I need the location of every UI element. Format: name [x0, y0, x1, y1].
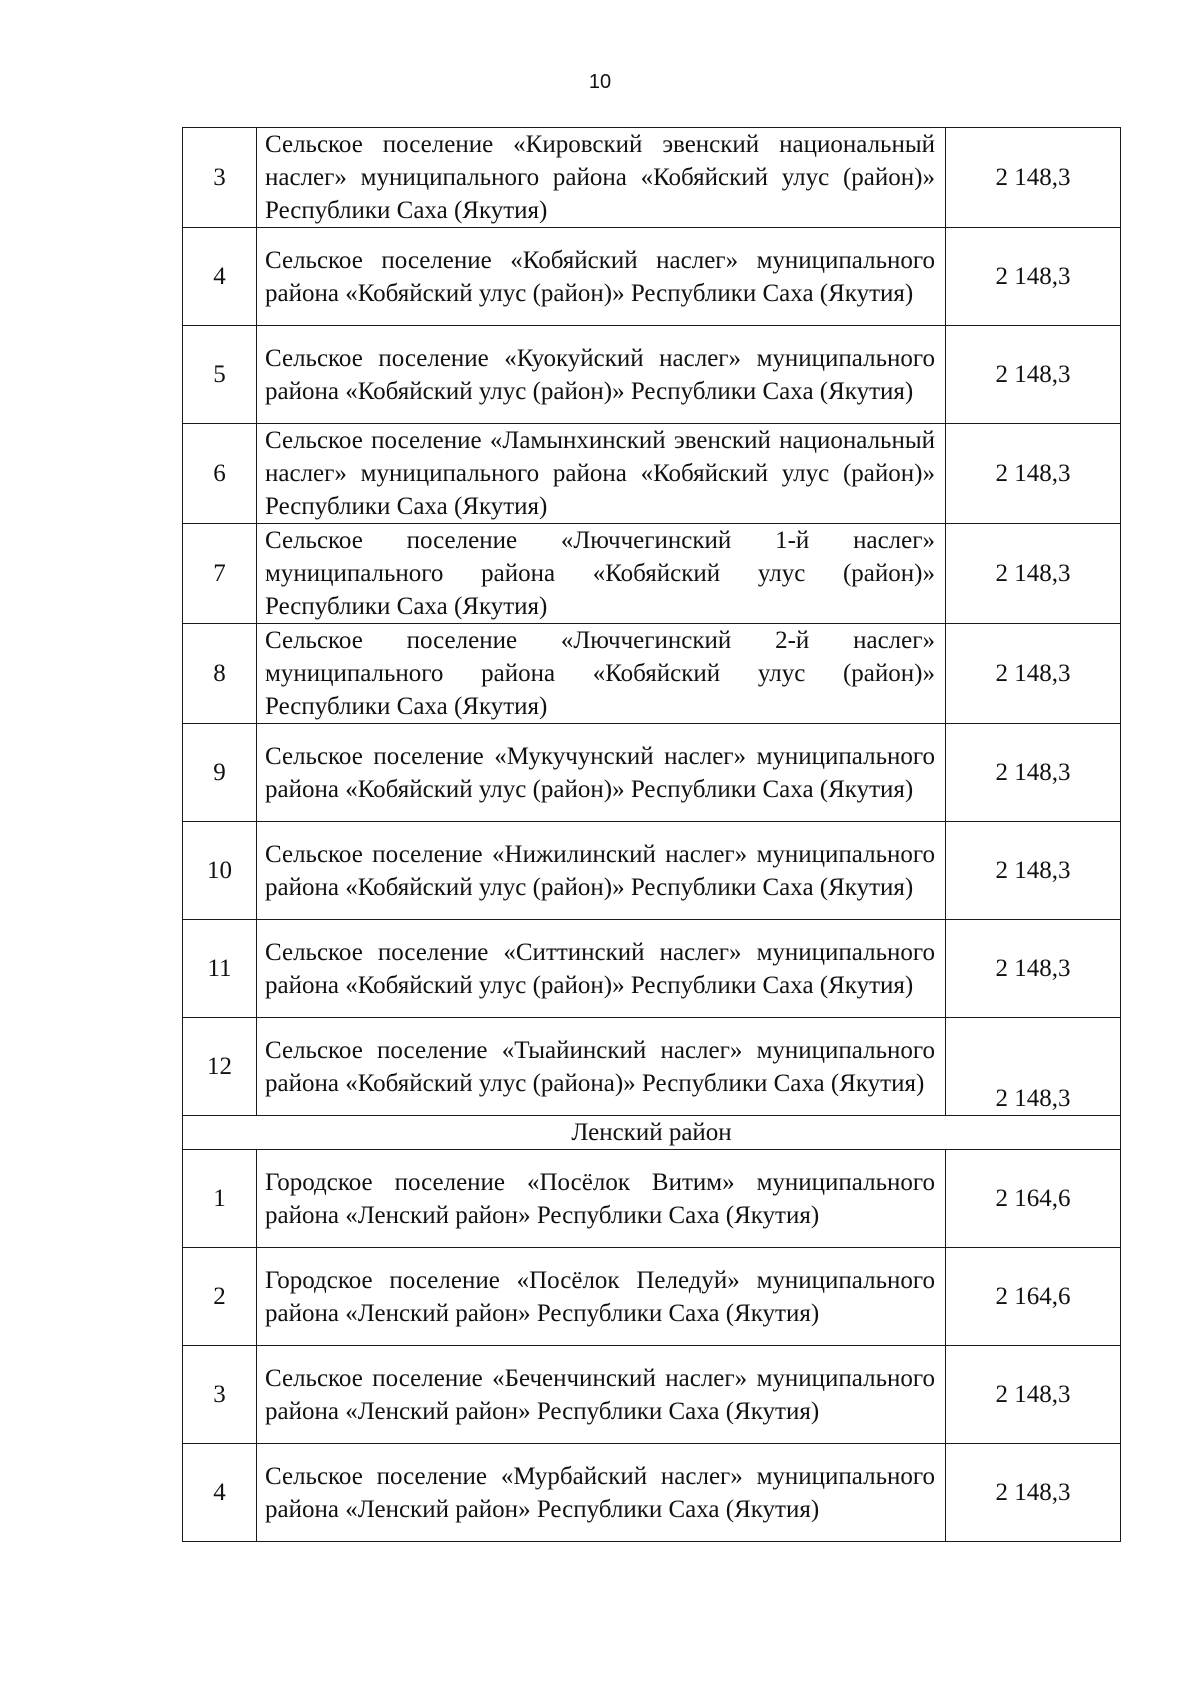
table-row	[183, 326, 1121, 424]
settlement-name: Сельское поселение «Мурбайский наслег» муниципального района «Ленский район» Республики Саха (Якутия)	[257, 1444, 946, 1542]
row-number: 1	[183, 1150, 257, 1248]
settlement-name: Сельское поселение «Нижилинский наслег» муниципального района «Кобяйский улус (район)» Республики Саха (Якутия)	[257, 822, 946, 920]
settlement-name: Городское поселение «Посёлок Витим» муниципального района «Ленский район» Республики Саха (Якутия)	[257, 1150, 946, 1248]
table-row	[183, 920, 1121, 1018]
section-title: Ленский район	[183, 1116, 1121, 1150]
amount-value: 2 148,3	[946, 128, 1121, 228]
row-number: 7	[183, 524, 257, 624]
row-number: 4	[183, 1444, 257, 1542]
table-row	[183, 228, 1121, 326]
table-row	[183, 128, 1121, 228]
table-row	[183, 1346, 1121, 1444]
amount-value: 2 148,3	[946, 822, 1121, 920]
page-number: 10	[588, 71, 612, 93]
amount-value: 2 148,3	[946, 326, 1121, 424]
settlement-name: Сельское поселение «Люччегинский 1-й наслег» муниципального района «Кобяйский улус (район)» Республики Саха (Якутия)	[257, 524, 946, 624]
settlement-name: Сельское поселение «Тыайинский наслег» муниципального района «Кобяйский улус (района)» Республики Саха (Якутия)	[257, 1018, 946, 1116]
row-number: 6	[183, 424, 257, 524]
amount-value: 2 148,3	[946, 624, 1121, 724]
table-row	[183, 624, 1121, 724]
settlement-name: Сельское поселение «Ситтинский наслег» муниципального района «Кобяйский улус (район)» Республики Саха (Якутия)	[257, 920, 946, 1018]
settlement-name: Сельское поселение «Кировский эвенский национальный наслег» муниципального района «Кобяйский улус (район)» Республики Саха (Якутия)	[257, 128, 946, 228]
amount-value: 2 164,6	[946, 1150, 1121, 1248]
amount-value: 2 164,6	[946, 1248, 1121, 1346]
settlement-name: Сельское поселение «Куокуйский наслег» муниципального района «Кобяйский улус (район)» Республики Саха (Якутия)	[257, 326, 946, 424]
settlement-name: Сельское поселение «Ламынхинский эвенский национальный наслег» муниципального района «Кобяйский улус (район)» Республики Саха (Якутия)	[257, 424, 946, 524]
row-number: 5	[183, 326, 257, 424]
row-number: 12	[183, 1018, 257, 1116]
table-row	[183, 724, 1121, 822]
amount-value: 2 148,3	[946, 1018, 1121, 1116]
settlement-name: Сельское поселение «Беченчинский наслег» муниципального района «Ленский район» Республики Саха (Якутия)	[257, 1346, 946, 1444]
row-number: 10	[183, 822, 257, 920]
table-row	[183, 424, 1121, 524]
data-table	[182, 127, 1121, 1542]
row-number: 2	[183, 1248, 257, 1346]
section-header-row	[183, 1116, 1121, 1150]
settlement-name: Сельское поселение «Люччегинский 2-й наслег» муниципального района «Кобяйский улус (район)» Республики Саха (Якутия)	[257, 624, 946, 724]
amount-value: 2 148,3	[946, 920, 1121, 1018]
row-number: 9	[183, 724, 257, 822]
table-row	[183, 1018, 1121, 1116]
amount-value: 2 148,3	[946, 524, 1121, 624]
amount-value: 2 148,3	[946, 1444, 1121, 1542]
amount-value: 2 148,3	[946, 424, 1121, 524]
settlement-name: Сельское поселение «Мукучунский наслег» муниципального района «Кобяйский улус (район)» Республики Саха (Якутия)	[257, 724, 946, 822]
table-row	[183, 822, 1121, 920]
settlement-name: Сельское поселение «Кобяйский наслег» муниципального района «Кобяйский улус (район)» Республики Саха (Якутия)	[257, 228, 946, 326]
row-number: 4	[183, 228, 257, 326]
row-number: 8	[183, 624, 257, 724]
settlement-name: Городское поселение «Посёлок Пеледуй» муниципального района «Ленский район» Республики Саха (Якутия)	[257, 1248, 946, 1346]
table-row	[183, 1248, 1121, 1346]
row-number: 3	[183, 1346, 257, 1444]
row-number: 3	[183, 128, 257, 228]
amount-value: 2 148,3	[946, 724, 1121, 822]
amount-value: 2 148,3	[946, 1346, 1121, 1444]
table-row	[183, 1150, 1121, 1248]
amount-value: 2 148,3	[946, 228, 1121, 326]
table-row	[183, 524, 1121, 624]
row-number: 11	[183, 920, 257, 1018]
table-row	[183, 1444, 1121, 1542]
